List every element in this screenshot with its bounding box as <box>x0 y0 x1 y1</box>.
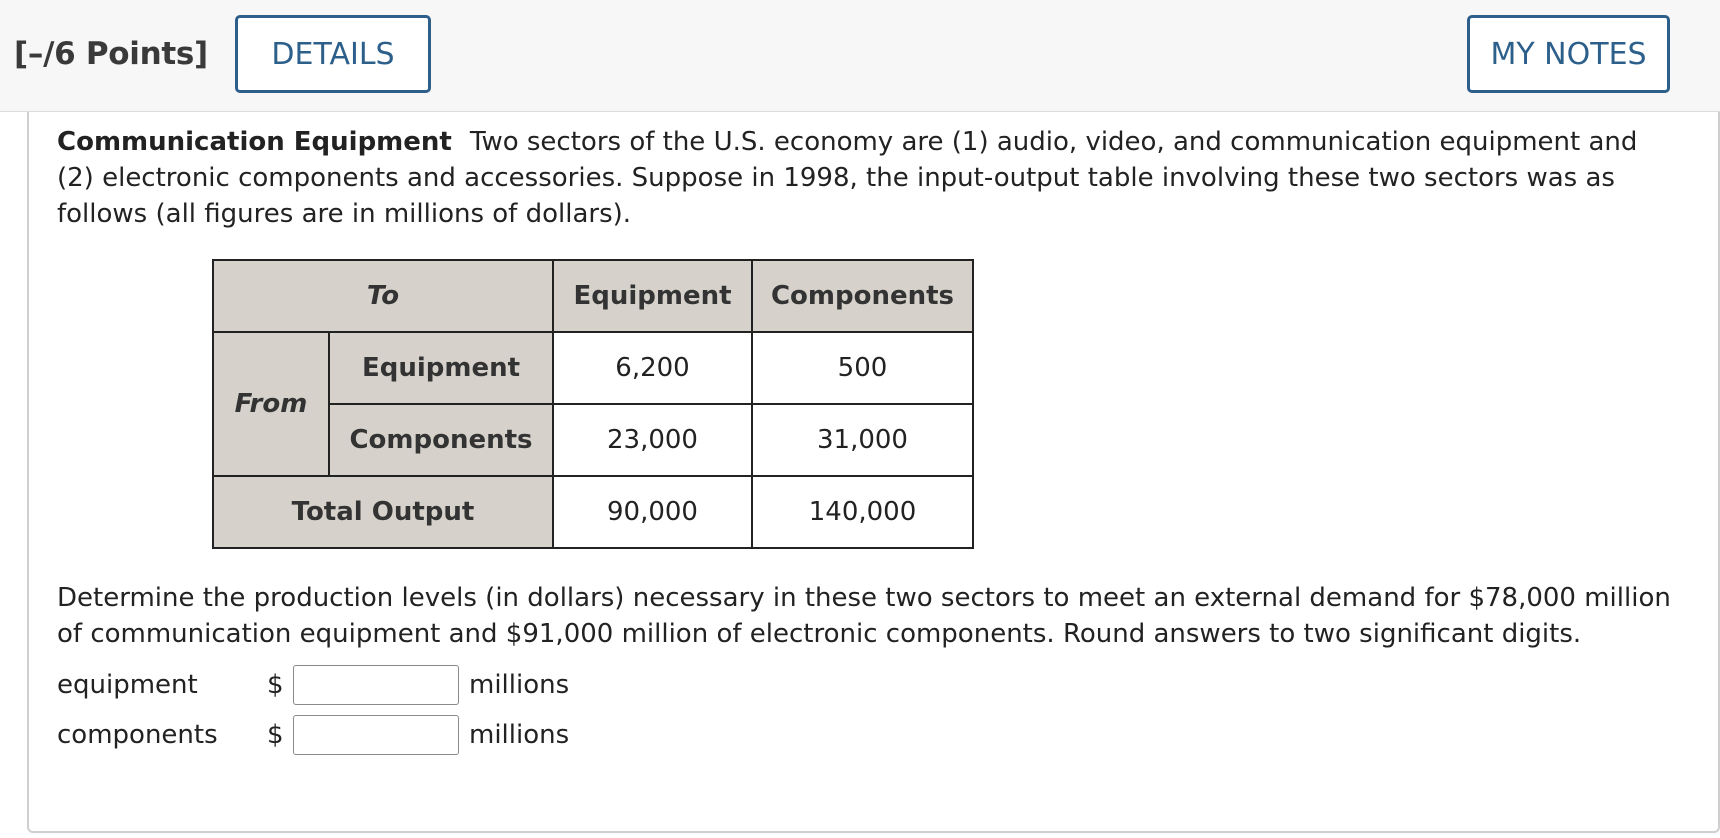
question-header <box>0 0 1720 112</box>
my-notes-button[interactable]: MY NOTES <box>1467 15 1670 93</box>
problem-intro <box>57 124 1677 232</box>
details-button[interactable]: DETAILS <box>235 15 431 93</box>
currency-symbol: $ <box>267 720 284 750</box>
table-cell: 31,000 <box>752 404 973 476</box>
problem-term: Communication Equipment <box>57 127 452 157</box>
answer-row-equipment <box>57 665 569 705</box>
table-from-label: From <box>213 332 329 476</box>
table-to-label: To <box>213 260 553 332</box>
table-cell: 23,000 <box>553 404 752 476</box>
answer-label: equipment <box>57 670 198 700</box>
table-total-label: Total Output <box>213 476 553 548</box>
currency-symbol: $ <box>267 670 284 700</box>
table-col-header-components: Components <box>752 260 973 332</box>
equipment-answer-input[interactable] <box>293 665 459 705</box>
components-answer-input[interactable] <box>293 715 459 755</box>
input-output-table <box>212 259 974 549</box>
points-label: [–/6 Points] <box>14 36 208 72</box>
table-col-header-equipment: Equipment <box>553 260 752 332</box>
answer-label: components <box>57 720 218 750</box>
table-total-cell: 140,000 <box>752 476 973 548</box>
unit-label: millions <box>469 720 570 750</box>
table-cell: 6,200 <box>553 332 752 404</box>
question-text: Determine the production levels (in dollars) necessary in these two sectors to meet an external demand for $78,000 million of communication equipment and $91,000 million of electronic components. Round answers to two significant digits. <box>57 583 1671 649</box>
unit-label: millions <box>469 670 570 700</box>
table-row-label-components: Components <box>329 404 553 476</box>
table-cell: 500 <box>752 332 973 404</box>
answer-row-components <box>57 715 569 755</box>
problem-intro-text: Two sectors of the U.S. economy are (1) audio, video, and communication equipment and (2) electronic components and accessories. Suppose in 1998, the input-output table involving these two sectors was as follows (all figures are in millions of dollars). <box>57 127 1638 229</box>
table-row-label-equipment: Equipment <box>329 332 553 404</box>
table-total-cell: 90,000 <box>553 476 752 548</box>
